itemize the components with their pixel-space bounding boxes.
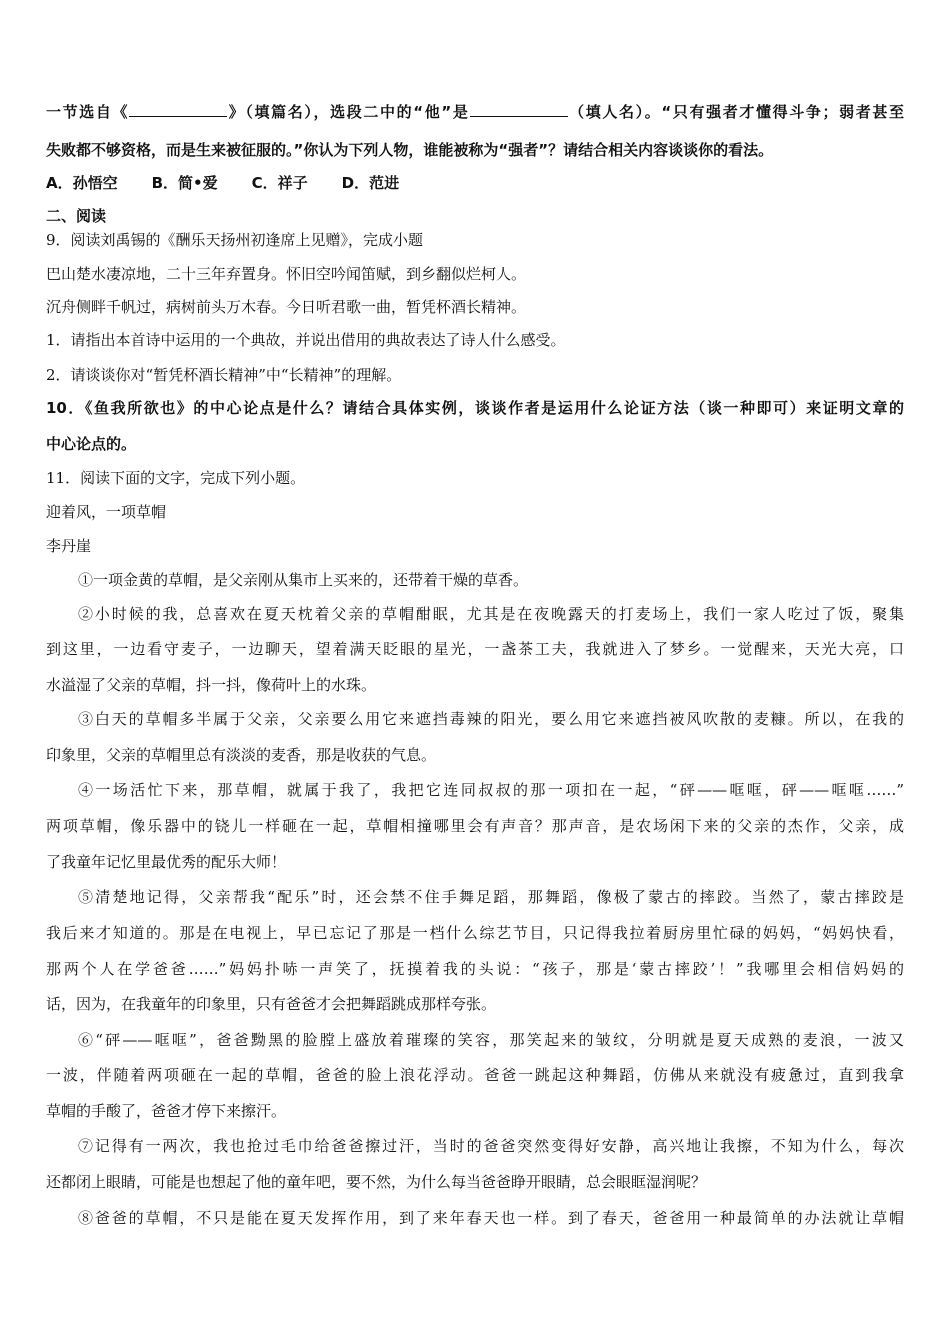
paragraph-line: ②小时候的我，总喜欢在夏天枕着父亲的草帽酣眠，尤其是在夜晚露天的打麦场上，我们一家人吃过了饭，聚集	[78, 605, 904, 623]
q8-line-1: 一节选自《 》（填篇名），选段二中的“他”是 （填人名）。“只有强者才懂得斗争；弱者甚至	[46, 103, 904, 121]
poem-line-2: 沉舟侧畔千帆过，病树前头万木春。今日听君歌一曲，暂凭杯酒长精神。	[46, 298, 527, 316]
q8-line-2: 失败都不够资格，而是生来被征服的。”你认为下列人物，谁能被称为“强者”？请结合相关内容谈谈你的看法。	[46, 141, 774, 159]
q9-intro: 9．阅读刘禹锡的《酬乐天扬州初逢席上见赠》，完成小题	[46, 231, 424, 249]
paragraph-line: 话，因为，在我童年的印象里，只有爸爸才会把舞蹈跳成那样夸张。	[46, 995, 497, 1013]
paragraph-line: ⑧爸爸的草帽，不只是能在夏天发挥作用，到了来年春天也一样。到了春天，爸爸用一种最简单的办法就让草帽	[78, 1209, 904, 1227]
option-d[interactable]: D．范进	[341, 174, 400, 192]
q10-line-2: 中心论点的。	[46, 435, 137, 453]
paragraph-line: 水溢湿了父亲的草帽，抖一抖，像荷叶上的水珠。	[46, 676, 377, 694]
article-title: 迎着风，一项草帽	[46, 503, 167, 521]
q9-sub-2: 2．请谈谈你对“暂凭杯酒长精神”中“长精神”的理解。	[46, 366, 402, 384]
paragraph-line: 到这里，一边看守麦子，一边聊天，望着满天眨眼的星光，一盏茶工夫，我就进入了梦乡。一觉醒来，天光大亮，口	[46, 640, 904, 658]
q10-line-1: 10．《鱼我所欲也》的中心论点是什么？请结合具体实例，谈谈作者是运用什么论证方法（谈一种即可）来证明文章的	[46, 399, 904, 417]
paragraph-line: 我后来才知道的。那是在电视上，早已忘记了那是一档什么综艺节目，只记得我拉着厨房里忙碌的妈妈，“妈妈快看，	[46, 924, 904, 942]
q8-options	[46, 172, 904, 194]
option-a[interactable]: A．孙悟空	[46, 174, 118, 192]
title-blank[interactable]	[129, 101, 227, 117]
poem-line-1: 巴山楚水凄凉地，二十三年弃置身。怀旧空吟闻笛赋，到乡翻似烂柯人。	[46, 265, 527, 283]
paragraph-line: ⑤清楚地记得，父亲帮我“配乐”时，还会禁不住手舞足蹈，那舞蹈，像极了蒙古的摔跤。当然了，蒙古摔跤是	[78, 888, 904, 906]
article-author: 李丹崖	[46, 537, 92, 555]
paragraph-line: 一波，伴随着两项砸在一起的草帽，爸爸的脸上浪花浮动。爸爸一跳起这种舞蹈，仿佛从来就没有疲惫过，直到我拿	[46, 1066, 904, 1084]
option-b[interactable]: B．简•爱	[151, 174, 218, 192]
q9-sub-1: 1．请指出本首诗中运用的一个典故，并说出借用的典故表达了诗人什么感受。	[46, 331, 566, 349]
paragraph-line: 还都闭上眼睛，可能是也想起了他的童年吧，要不然，为什么每当爸爸睁开眼睛，总会眼眶湿润呢？	[46, 1173, 707, 1191]
paragraph-line: ⑥“砰——哐哐”，爸爸黝黑的脸膛上盛放着璀璨的笑容，那笑起来的皱纹，分明就是夏天成熟的麦浪，一波又	[78, 1031, 904, 1049]
paragraph-line: ④一场活忙下来，那草帽，就属于我了，我把它连同叔叔的那一项扣在一起，“砰——哐哐，砰——哐哐……”	[78, 781, 904, 799]
paragraph-line: 两项草帽，像乐器中的铙儿一样砸在一起，草帽相撞哪里会有声音？那声音，是农场闲下来的父亲的杰作，父亲，成	[46, 817, 904, 835]
name-blank[interactable]	[470, 101, 568, 117]
paragraph-line: 那两个人在学爸爸……”妈妈扑哧一声笑了，抚摸着我的头说：“孩子，那是‘蒙古摔跤’！”我哪里会相信妈妈的	[46, 960, 904, 978]
paragraph-line: 印象里，父亲的草帽里总有淡淡的麦香，那是收获的气息。	[46, 746, 437, 764]
q11-intro: 11．阅读下面的文字，完成下列小题。	[46, 469, 306, 487]
paragraph-line: 草帽的手酸了，爸爸才停下来擦汗。	[46, 1102, 287, 1120]
paragraph-line: ⑦记得有一两次，我也抢过毛巾给爸爸擦过汗，当时的爸爸突然变得好安静，高兴地让我擦，不知为什么，每次	[78, 1137, 904, 1155]
paragraph-line: ①一项金黄的草帽，是父亲刚从集市上买来的，还带着干燥的草香。	[78, 571, 529, 589]
section-title: 二、阅读	[46, 207, 107, 225]
option-c[interactable]: C．祥子	[251, 174, 308, 192]
paragraph-line: ③白天的草帽多半属于父亲，父亲要么用它来遮挡毒辣的阳光，要么用它来遮挡被风吹散的麦糠。所以，在我的	[78, 710, 904, 728]
paragraph-line: 了我童年记忆里最优秀的配乐大师！	[46, 853, 287, 871]
